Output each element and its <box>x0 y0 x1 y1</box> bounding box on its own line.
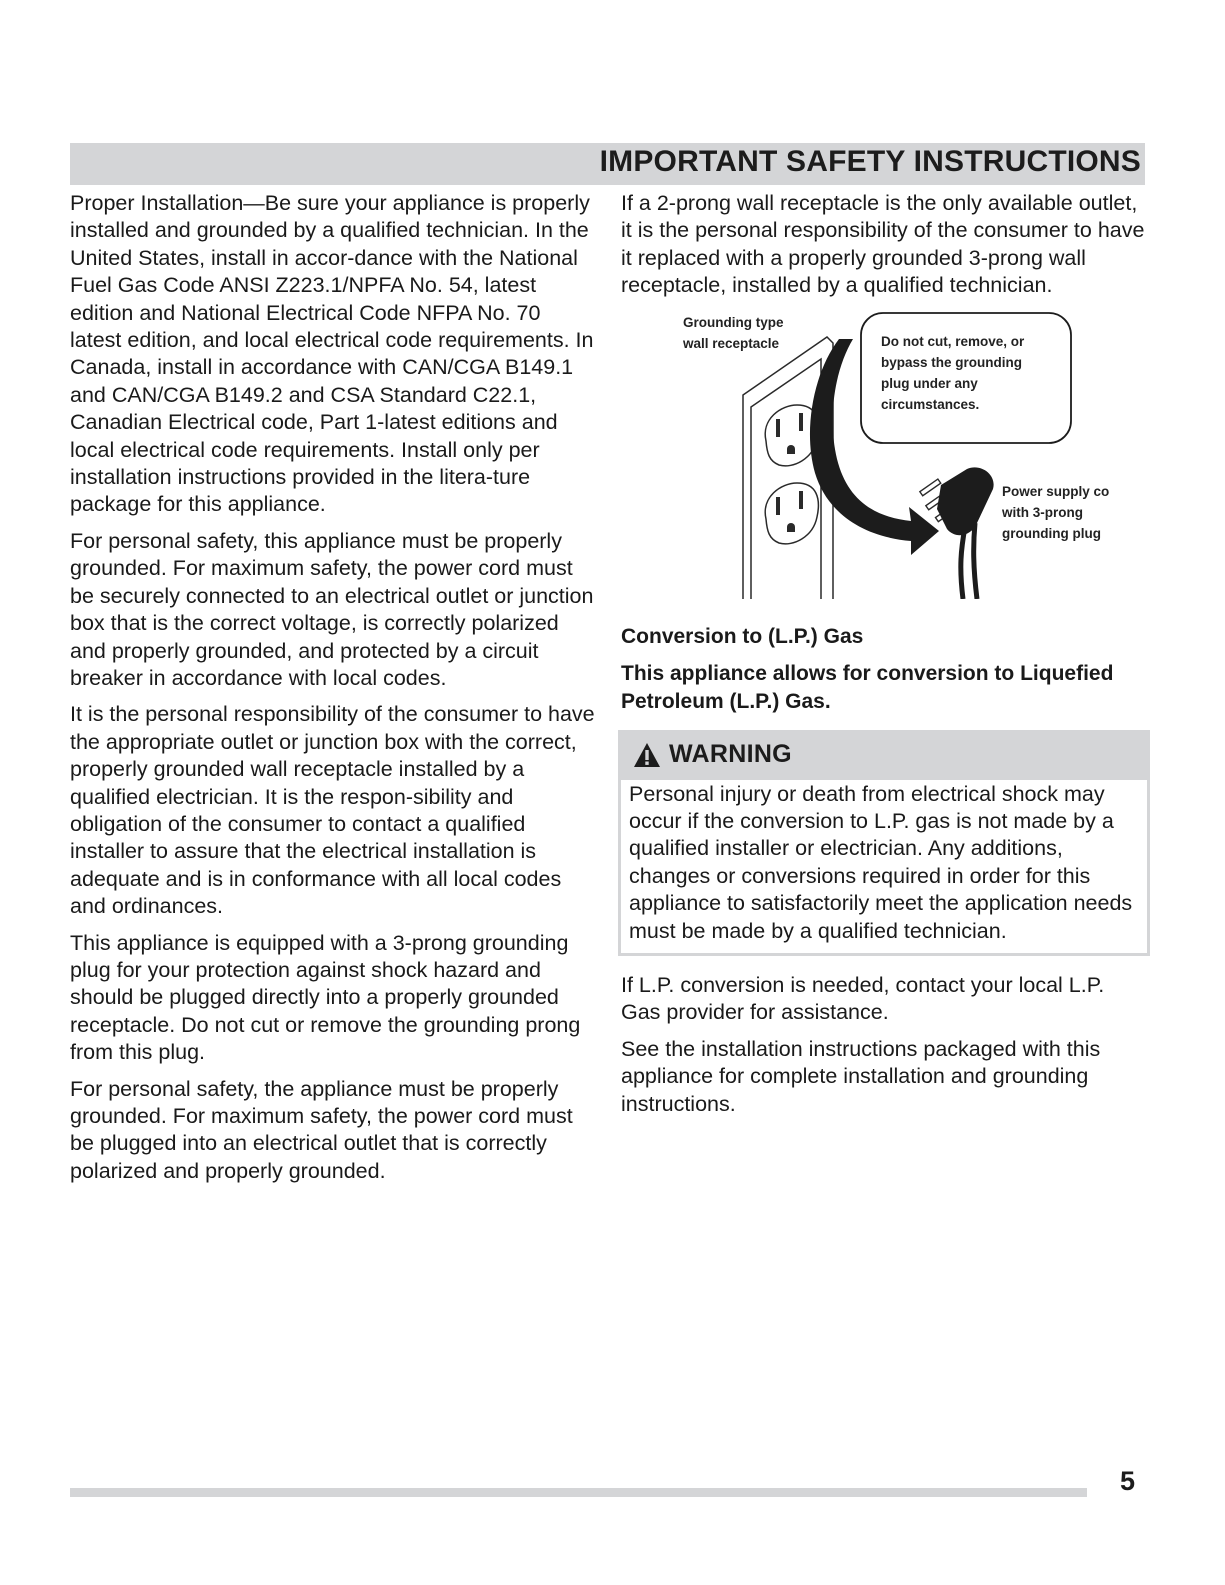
paragraph-proper-installation: Proper Installation—Be sure your appliance is properly installed and grounded by a qualified technician. In the United States, install in accor-dance with the National Fuel Gas Code ANSI Z223.1/NPFA No. 54, latest edition and National Electrical Code NFPA No. 70 latest edition, and local electrical code requirements. In Canada, install in accordance with CAN/CGA B149.1 and CAN/CGA B149.2 and CSA Standard C22.1, Canadian Electrical code, Part 1-latest editions and local electrical code requirements. Install only per installation instructions provided in the litera-ture package for this appliance. <box>70 191 594 517</box>
header-bar <box>70 143 1145 185</box>
warning-triangle-icon <box>633 742 661 768</box>
left-column <box>70 190 595 1194</box>
footer-bar <box>70 1488 1087 1497</box>
page-title: IMPORTANT SAFETY INSTRUCTIONS <box>599 145 1141 178</box>
warning-box <box>618 730 1150 956</box>
conversion-subheading: This appliance allows for conversion to Liquefied Petroleum (L.P.) Gas. <box>621 661 1114 713</box>
receptacle-label: Grounding type wall receptacle <box>683 314 784 351</box>
grounding-diagram <box>621 309 1145 599</box>
warning-title: WARNING <box>669 740 792 769</box>
paragraph-personal-safety: For personal safety, the appliance must be properly grounded. For maximum safety, the power cord must be plugged into an electrical outlet that is correctly polarized and properly grounded. <box>70 1076 573 1183</box>
paragraph-2-prong: If a 2-prong wall receptacle is the only available outlet, it is the personal responsibility of the consumer to have it replaced with a properly grounded 3-prong wall receptacle, installed by a qualified technician. <box>621 191 1145 298</box>
paragraph-3-prong-plug: This appliance is equipped with a 3-prong grounding plug for your protection against shock hazard and should be plugged directly into a properly grounded receptacle. Do not cut or remove the grounding prong from this plug. <box>70 930 581 1065</box>
after-warning-section <box>621 972 1145 1118</box>
warning-header <box>621 730 1147 780</box>
paragraph-lp-provider: If L.P. conversion is needed, contact your local L.P. Gas provider for assistance. <box>621 973 1105 1025</box>
power-cord-label: Power supply co with 3-prong grounding plug <box>1002 483 1110 541</box>
paragraph-see-instructions: See the installation instructions packaged with this appliance for complete installation and grounding instructions. <box>621 1036 1101 1116</box>
conversion-heading: Conversion to (L.P.) Gas <box>621 624 864 648</box>
right-column <box>621 190 1145 1127</box>
warning-body: Personal injury or death from electrical shock may occur if the conversion to L.P. gas is not made by a qualified installer or electrician. Any additions, changes or conversions required in order for this appliance to satisfactorily meet the application needs must be made by a qualified technician. <box>621 780 1147 953</box>
callout-text: Do not cut, remove, or bypass the grounding plug under any circumstances. <box>881 333 1025 412</box>
paragraph-grounding: For personal safety, this appliance must be properly grounded. For maximum safety, the power cord must be securely connected to an electrical outlet or junction box that is the correct voltage, is correctly polarized and properly grounded, and protected by a circuit breaker in accordance with local codes. <box>70 528 594 690</box>
paragraph-consumer-responsibility: It is the personal responsibility of the consumer to have the appropriate outlet or junction box with the correct, properly grounded wall receptacle installed by a qualified electrician. It is the respon-sibility and obligation of the consumer to contact a qualified installer to assure that the electrical installation is adequate and is in conformance with all local codes and ordinances. <box>70 702 595 919</box>
page-number: 5 <box>1120 1466 1136 1496</box>
